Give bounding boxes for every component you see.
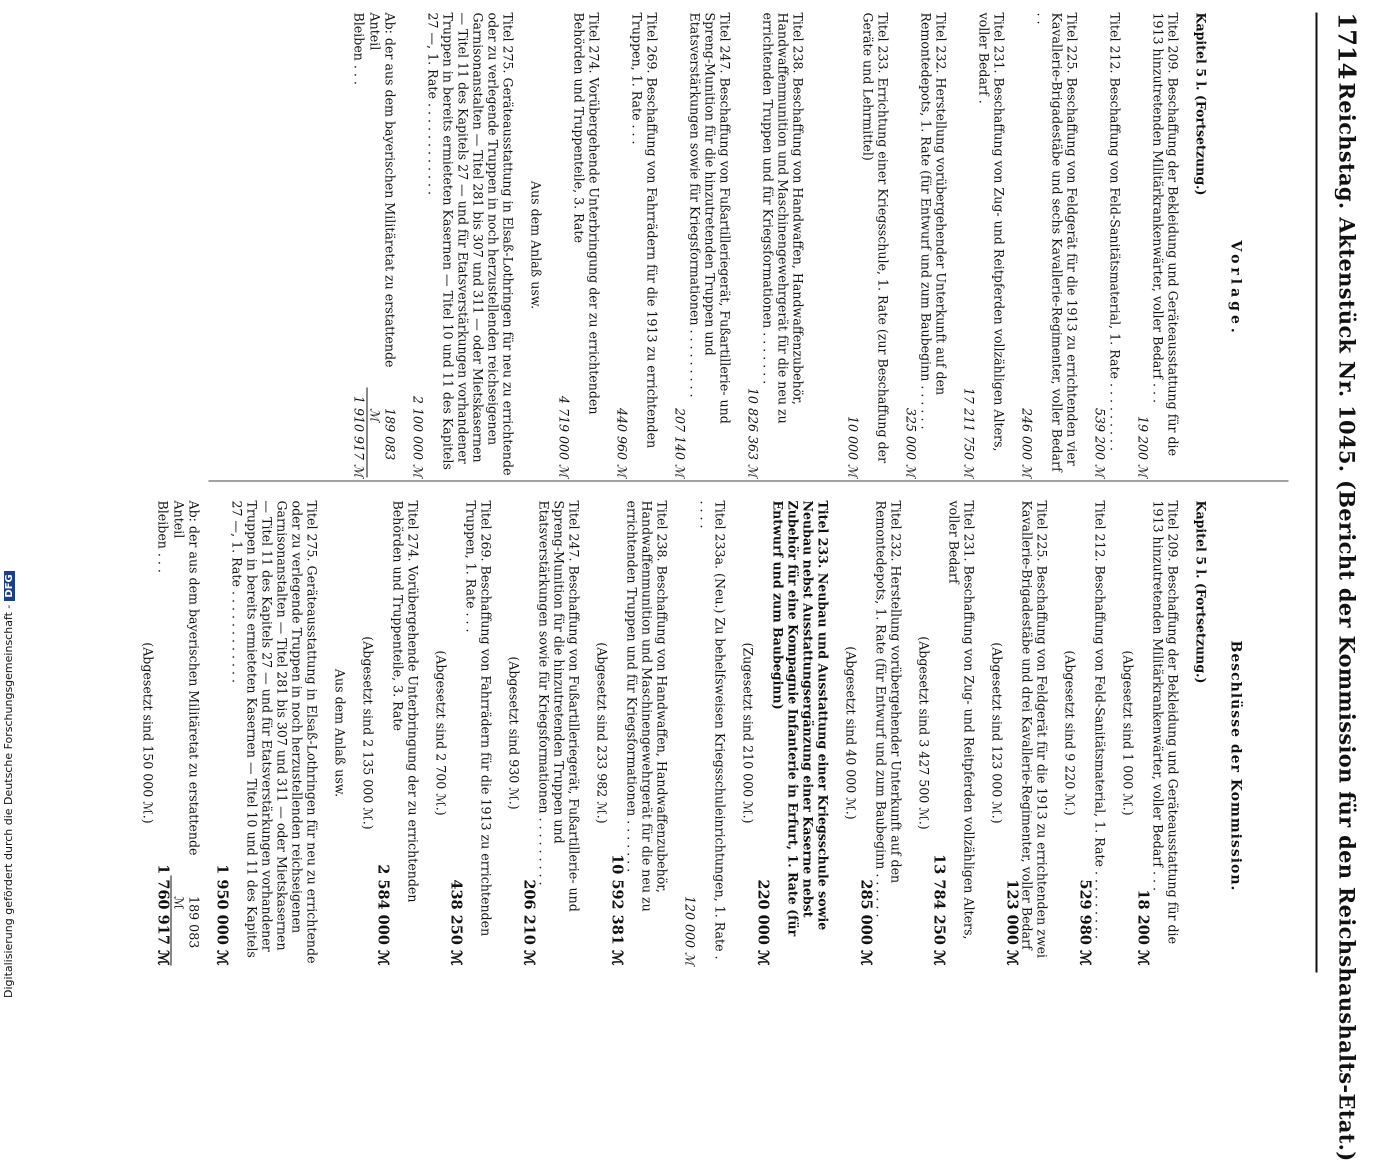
entry-note: (Abgesetzt sind 1 000 ℳ.): [1120, 649, 1135, 816]
bleiben-line: [155, 500, 170, 965]
entry-text: Titel 275. Geräteausstattung in Elsaß-Lothringen für neu zu errichtende oder zu verlegende Truppen in noch herzustellenden reichseigenen Garnisonanstalten — Titel 281 bis 307 und 311 — oder Mietskasernen — Titel 11 des Kapitels 27 — und für Etatsverstärkungen vorhandener Truppen in bereits ermieteten Kasernen — Titel 10 und 11 des Kapitels 27 —, 1. Rate . . . . . . . . . . . .: [229, 500, 319, 964]
entry-amount: 440 960 ℳ: [614, 407, 629, 477]
entry-text: Titel 231. Beschaffung von Zug- und Reitpferden vollzähligen Alters, voller Bedarf: [946, 500, 976, 940]
titel-entry: [845, 12, 890, 477]
right-column: [140, 500, 1208, 965]
titel-entry: [1062, 500, 1107, 965]
titel-entry: [556, 12, 601, 477]
right-column-heading: Beschlüsse der Kommission.: [1227, 640, 1243, 891]
titel-entry: [1092, 12, 1122, 477]
entry-amount: 10 592 381 ℳ: [608, 853, 625, 965]
ab-label: Ab: der aus dem bayerischen Militäretat zu erstattende Anteil: [367, 12, 397, 367]
entry-amount: 10 000 ℳ: [845, 415, 860, 477]
entry-amount: 10 826 363 ℳ: [745, 387, 760, 477]
bleiben-value: 1 910 917 ℳ: [351, 395, 366, 477]
entry-text: Titel 209. Beschaffung der Bekleidung und Geräteausstattung für die 1913 hinzutretenden Militärkrankenwärter, voller Bedarf . . .: [1150, 500, 1180, 944]
aus-dem-anlass: Aus dem Anlaß usw.: [332, 668, 347, 797]
entry-note: (Abgesetzt sind 233 982 ℳ.): [594, 641, 609, 824]
entry-text: Titel 238. Beschaffung von Handwaffen, Handwaffenzubehör, Handwaffenmunition und Maschinengewehrgerät für die neu zu errichtenden Truppen und für Kriegsformationen . . . . . . .: [760, 12, 805, 424]
entry-note: (Abgesetzt sind 2 135 000 ℳ.): [360, 635, 375, 830]
entry-amount: 206 210 ℳ: [520, 878, 537, 965]
titel-entry: [961, 12, 1006, 477]
entry-text: Titel 209. Beschaffung der Bekleidung und Geräteausstattung für die 1913 hinzutretenden Militärkrankenwärter, voller Bedarf . . .: [1150, 12, 1180, 456]
entry-amount: 207 140 ℳ: [672, 407, 687, 477]
entry-amount: 325 000 ℳ: [903, 407, 918, 477]
entry-amount: 438 250 ℳ: [447, 878, 464, 965]
entry-text: Titel 274. Vorübergehende Unterbringung der zu errichtenden Behörden und Truppenteile, 3. Rate: [390, 500, 420, 902]
ab-line: [171, 500, 201, 965]
entry-text: Titel 233a. (Neu.) Zu behelfsweisen Kriegsschuleinrichtungen, 1. Rate . . . . .: [697, 500, 727, 960]
entry-text: Titel 232. Herstellung vorübergehender Unterkunft auf den Remontedepots, 1. Rate (für Entwurf und zum Baubeginn . . . . . .: [918, 12, 948, 429]
entry-amount: 2 100 000 ℳ: [410, 395, 425, 477]
titel-entry: [1019, 12, 1079, 477]
ab-line: [367, 12, 397, 477]
entry-text: Titel 225. Beschaffung von Feldgerät für die 1913 zu errichtenden vier Kavallerie-Brigadestäbe und sechs Kavallerie-Regimenter, voller Bedarf . .: [1034, 12, 1079, 472]
kapitel-heading: Kapitel 5 l. (Fortsetzung.): [1193, 500, 1208, 683]
entry-amount: 19 200 ℳ: [1135, 415, 1150, 477]
left-column-heading: Vorlage.: [1227, 240, 1243, 337]
titel-entry: [1120, 500, 1180, 965]
aus-dem-anlass: Aus dem Anlaß usw.: [528, 180, 543, 309]
entry-amount: 13 784 250 ℳ: [930, 853, 947, 965]
entry-amount: 246 000 ℳ: [1019, 407, 1034, 477]
entry-text: Titel 247. Beschaffung von Fußartilleriegerät, Fußartillerie- und Spreng-Munition für die hinzutretenden Truppen und Etatsverstärkungen sowie für Kriegsformationen . . . . . . . . .: [536, 500, 581, 912]
entry-text: Titel 212. Beschaffung von Feld-Sanitätsmaterial, 1. Rate . . . . . . . . .: [1092, 500, 1107, 939]
bleiben-label: Bleiben . . .: [155, 500, 170, 573]
entry-text: Titel 269. Beschaffung von Fahrrädern für die 1913 zu errichtenden Truppen, 1. Rate . . .: [629, 12, 659, 448]
titel-entry: [916, 500, 976, 965]
entry-amount: 220 000 ℳ: [754, 878, 771, 965]
entry-amount: 120 000 ℳ: [682, 895, 697, 965]
entry-note: (Abgesetzt sind 123 000 ℳ.): [989, 641, 1004, 824]
entry-text: Titel 233. Errichtung einer Kriegsschule, 1. Rate (zur Beschaffung der Geräte und Lehrmittel): [860, 12, 890, 463]
entry-text: Titel 238. Beschaffung von Handwaffen, Handwaffenzubehör, Handwaffenmunition und Maschinengewehrgerät für die neu zu errichtenden Truppen und für Kriegsformationen . . . . . . .: [624, 500, 669, 912]
final-note: (Abgesetzt sind 150 000 ℳ.): [140, 641, 155, 824]
titel-entry: [903, 12, 948, 477]
titel-entry: [1135, 12, 1180, 477]
entry-note: (Abgesetzt sind 930 ℳ.): [506, 655, 521, 810]
ab-value: 189 083 ℳ: [367, 407, 397, 460]
page-title: Reichstag. Aktenstück Nr. 1045. (Bericht der Kommission für den Reichshaushalts-Etat.): [1334, 82, 1359, 1161]
entry-text: Titel 233. Neubau und Ausstattung einer Kriegsschule sowie Neubau nebst Ausstattungsergänzung einer Kaserne nebst Zubehör für eine Kompagnie Infanterie in Erfurt, 1. Rate (für Entwurf und zum Baubeginn): [770, 500, 830, 936]
entry-note: (Abgesetzt sind 40 000 ℳ.): [843, 645, 858, 820]
entry-text: Titel 247. Beschaffung von Fußartilleriegerät, Fußartillerie- und Spreng-Munition für die hinzutretenden Truppen und Etatsverstärkungen sowie für Kriegsformationen . . . . . . . . .: [687, 12, 732, 424]
entry-amount: 4 719 000 ℳ: [556, 395, 571, 477]
titel-entry: [672, 12, 732, 477]
entry-amount: 285 000 ℳ: [857, 878, 874, 965]
entry-amount: 1 950 000 ℳ: [213, 863, 230, 965]
entry-amount: 2 584 000 ℳ: [374, 863, 391, 965]
left-column: [351, 12, 1208, 477]
entry-text: Titel 232. Herstellung vorübergehender Unterkunft auf den Remontedepots, 1. Rate (für Entwurf und zum Baubeginn . . . . . .: [873, 500, 903, 917]
entry-note: (Abgesetzt sind 3 427 500 ℳ.): [916, 635, 931, 830]
ab-label: Ab: der aus dem bayerischen Militäretat zu erstattende Anteil: [171, 500, 201, 855]
ab-value: 189 083 ℳ: [171, 895, 201, 948]
entry-text: Titel 269. Beschaffung von Fahrrädern für die 1913 zu errichtenden Truppen, 1. Rate . . .: [463, 500, 493, 936]
bleiben-line: [351, 12, 366, 477]
entry-amount: 529 980 ℳ: [1076, 878, 1093, 965]
entry-amount: 17 211 750 ℳ: [961, 387, 976, 477]
page-number: 1714: [1332, 12, 1361, 79]
titel-entry: [506, 500, 581, 965]
entry-text: Titel 225. Beschaffung von Feldgerät für die 1913 zu errichtenden zwei Kavallerie-Brigadestäbe und drei Kavallerie-Regimenter, voller Bedarf: [1019, 500, 1049, 958]
entry-note: (Zugesetzt sind 210 000 ℳ.): [740, 641, 755, 824]
entry-text: Titel 274. Vorübergehende Unterbringung der zu errichtenden Behörden und Truppenteile, 3. Rate: [571, 12, 601, 414]
titel-entry: [410, 12, 515, 477]
entry-amount: 18 200 ℳ: [1134, 888, 1151, 965]
bleiben-value: 1 760 917 ℳ: [154, 863, 171, 965]
kapitel-heading: Kapitel 5 l. (Fortsetzung.): [1193, 12, 1208, 195]
titel-entry: [433, 500, 493, 965]
entry-text: Titel 212. Beschaffung von Feld-Sanitätsmaterial, 1. Rate . . . . . . . . .: [1107, 12, 1122, 451]
dfg-logo: DFG: [4, 571, 15, 600]
bleiben-label: Bleiben . . .: [351, 12, 366, 85]
entry-amount: 123 000 ℳ: [1003, 878, 1020, 965]
credit-text: Digitalisierung gefördert durch die Deutsche Forschungsgemeinschaft -: [2, 604, 15, 998]
titel-entry: [682, 500, 727, 965]
titel-entry: [214, 500, 319, 965]
page-header: [1315, 12, 1365, 1161]
titel-entry: [843, 500, 903, 965]
titel-entry: [594, 500, 669, 965]
entry-text: Titel 231. Beschaffung von Zug- und Reitpferden vollzähligen Alters, voller Bedarf .: [976, 12, 1006, 452]
column-divider: [208, 480, 1288, 481]
titel-entry: [745, 12, 805, 477]
titel-entry: [989, 500, 1049, 965]
entry-amount: 539 200 ℳ: [1092, 407, 1107, 477]
titel-entry: [740, 500, 830, 965]
entry-note: (Abgesetzt sind 2 700 ℳ.): [433, 649, 448, 816]
titel-entry: [360, 500, 420, 965]
entry-text: Titel 275. Geräteausstattung in Elsaß-Lothringen für neu zu errichtende oder zu verlegende Truppen in noch herzustellenden reichseigenen Garnisonanstalten — Titel 281 bis 307 und 311 — oder Mietskasernen — Titel 11 des Kapitels 27 — und für Etatsverstärkungen vorhandener Truppen in bereits ermieteten Kasernen — Titel 10 und 11 des Kapitels 27 —, 1. Rate . . . . . . . . . . . .: [425, 12, 515, 476]
entry-note: (Abgesetzt sind 9 220 ℳ.): [1062, 649, 1077, 816]
titel-entry: [614, 12, 659, 477]
